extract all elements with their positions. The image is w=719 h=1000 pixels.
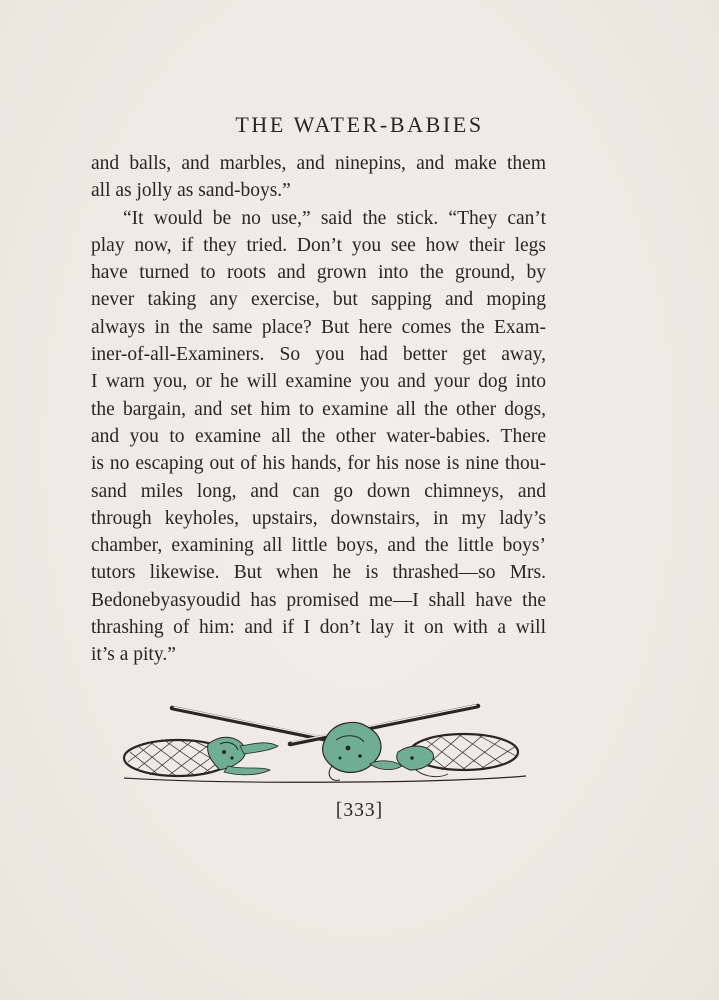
running-head: THE WATER-BABIES xyxy=(235,112,484,137)
text-line: I warn you, or he will examine you and your dog into xyxy=(91,371,546,393)
text-line: never taking any exercise, but sapping and moping xyxy=(91,289,546,311)
text-line: the bargain, and set him to examine all the other dogs, xyxy=(91,398,546,420)
center-weed-clump xyxy=(323,722,402,780)
text-line: through keyholes, upstairs, downstairs, in my lady’s xyxy=(91,507,546,529)
text-line: and you to examine all the other water-babies. There xyxy=(91,425,546,447)
text-line: iner-of-all-Examiners. So you had better get away, xyxy=(91,344,546,366)
page-number: [333] xyxy=(335,800,384,821)
right-net-handle xyxy=(290,705,478,744)
text-line: play now, if they tried. Don’t you see how their legs xyxy=(91,234,546,256)
right-net xyxy=(397,734,518,777)
text-line: thrashing of him: and if I don’t lay it on with a will xyxy=(91,617,546,639)
text-line: “It would be no use,” said the stick. “They can’t xyxy=(123,207,546,229)
text-line: it’s a pity.” xyxy=(91,644,176,666)
text-line: Bedonebyasyoudid has promised me—I shall have the xyxy=(91,589,546,611)
text-line: always in the same place? But here comes the Exam- xyxy=(91,316,546,338)
left-net xyxy=(124,737,278,776)
text-line: chamber, examining all little boys, and the little boys’ xyxy=(91,535,546,557)
text-line: and balls, and marbles, and ninepins, and make them xyxy=(91,153,546,174)
text-line: have turned to roots and grown into the ground, by xyxy=(91,262,546,284)
text-line: all as jolly as sand-boys.” xyxy=(91,180,291,202)
text-line: sand miles long, and can go down chimneys, and xyxy=(91,480,546,502)
crossed-nets-ornament-icon xyxy=(120,700,530,790)
text-line: tutors likewise. But when he is thrashed—so Mrs. xyxy=(91,562,546,584)
text-line: is no escaping out of his hands, for his nose is nine thou- xyxy=(91,453,546,475)
body-text xyxy=(91,150,546,669)
